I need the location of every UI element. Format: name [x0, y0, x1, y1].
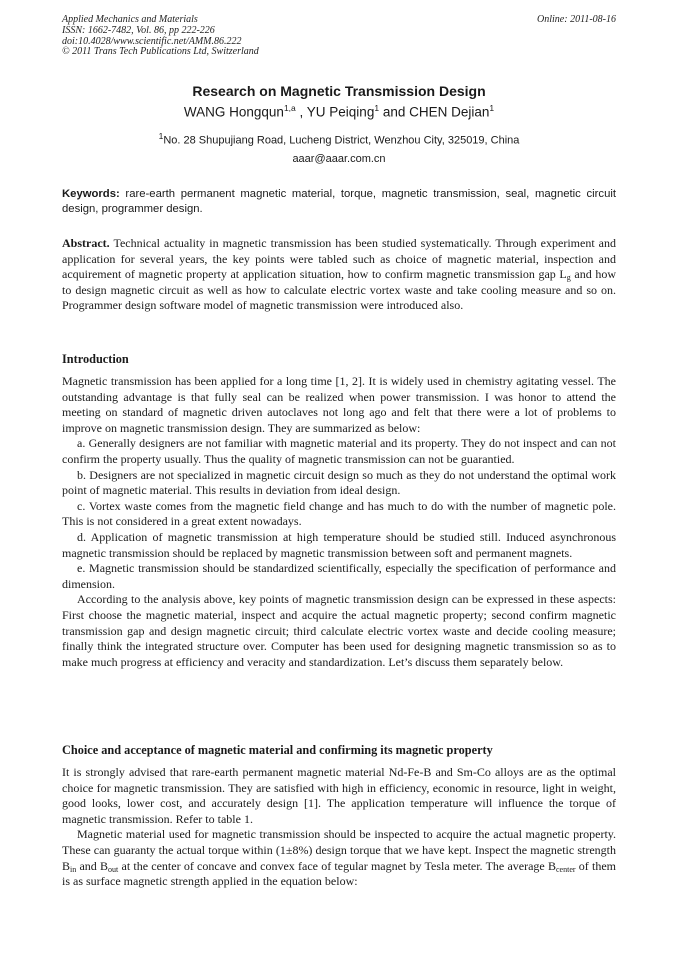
- text-run: at the center of concave and convex face of tegular magnet by Tesla meter. The average B: [118, 858, 556, 873]
- author-name: YU Peiqing: [306, 104, 375, 120]
- keywords-label: Keywords:: [62, 188, 120, 200]
- abstract-text: Technical actuality in magnetic transmission has been studied systematically. Through experiment and application for several years, the key points were tabled such as choice of magnetic material, inspection and acquirement of magnetic property at application situation, how to confirm magnetic transmission gap L: [62, 236, 616, 282]
- online-date: Online: 2011-08-16: [537, 14, 616, 25]
- text-run: and B: [76, 858, 109, 873]
- author-name: CHEN Dejian: [409, 104, 490, 120]
- author-separator: ,: [295, 104, 307, 120]
- introduction-section: [62, 374, 616, 670]
- plus-minus-symbol: ±: [285, 842, 293, 857]
- issn-line: ISSN: 1662-7482, Vol. 86, pp 222-226: [62, 24, 215, 36]
- journal-header: [62, 15, 259, 58]
- affiliation-mark: 1: [374, 103, 380, 113]
- paragraph: According to the analysis above, key points of magnetic transmission design can be expressed in these aspects: First choose the magnetic material, inspect and acquire the actual magnetic property; second confirm magnetic transmission gap and design magnetic circuit; third calculate electric vortex waste and decide cooling measure; finally think the integrated structure over. Computer has been used for designing magnetic transmission so as to make much progress at efficiency and veracity and standardization. Let’s discuss them separately below.: [62, 592, 616, 669]
- paper-title: Research on Magnetic Transmission Design: [192, 83, 486, 99]
- section-heading-choice: Choice and acceptance of magnetic material and confirming its magnetic property: [62, 743, 493, 757]
- paragraph: Magnetic transmission has been applied for a long time [1, 2]. It is widely used in chemistry agitating vessel. The outstanding advantage is that fully seal can be realized when power transmission. I was honor to attend the meeting on standard of magnetic driven autoclaves not long ago and felt that there were a lot of problems to improve on magnetic transmission design. They are summarized as below:: [62, 374, 616, 435]
- abstract-block: [62, 236, 616, 314]
- abstract-label: Abstract.: [62, 236, 110, 250]
- choice-section: [62, 765, 616, 890]
- affiliation: [0, 131, 678, 147]
- affiliation-mark: 1,a: [283, 103, 296, 113]
- keywords-block: [62, 187, 616, 217]
- author-list: [0, 103, 678, 120]
- text-run: of them is as surface magnetic strength applied in the equation below:: [62, 858, 616, 889]
- doi-line: doi:10.4028/www.scientific.net/AMM.86.222: [62, 35, 242, 47]
- subscript: out: [108, 864, 119, 874]
- paragraph: It is strongly advised that rare-earth permanent magnetic material Nd-Fe-B and Sm-Co alloys are as the optimal choice for magnetic transmission. They are satisfied with high in efficiency, economic in resource, light in weight, good looks, lower cost, and accurately design [1]. The application temperature will influence the torque of magnetic transmission. Refer to table 1.: [62, 765, 616, 826]
- text-run: Magnetic material used for magnetic transmission should be inspected to acquire the actual magnetic property. These can guaranty the actual torque within (1: [62, 827, 616, 857]
- list-item: c. Vortex waste comes from the magnetic field change and has much to do with the number of magnetic pole. This is not considered in a great extent nowadays.: [62, 498, 616, 529]
- text-run: 8%) design torque that we have kept. Inspect the magnetic strength B: [62, 842, 616, 873]
- author-separator: and: [379, 104, 410, 120]
- author-name: WANG Hongqun: [183, 104, 284, 120]
- affiliation-address: No. 28 Shupujiang Road, Lucheng District, Wenzhou City, 325019, China: [163, 134, 520, 147]
- affiliation-mark: 1: [489, 103, 495, 113]
- list-item: e. Magnetic transmission should be standardized scientifically, especially the specification of performance and dimension.: [62, 561, 616, 591]
- subscript: g: [566, 273, 571, 283]
- section-heading-introduction: Introduction: [62, 352, 129, 366]
- list-item: b. Designers are not specialized in magnetic circuit design so much as they do not understand the optimal work point of magnetic material. This results in deviation from ideal design.: [62, 467, 616, 498]
- abstract-text: and how to design magnetic circuit as well as how to calculate electric vortex waste and take cooling measure and so on. Programmer design software model of magnetic transmission were introduced also.: [62, 267, 617, 313]
- affiliation-mark: 1: [158, 131, 164, 141]
- paragraph: [62, 827, 616, 889]
- subscript: in: [70, 864, 77, 874]
- contact-email[interactable]: aaar@aaar.com.cn: [292, 153, 386, 165]
- keywords-text: rare-earth permanent magnetic material, torque, magnetic transmission, seal, magnetic circuit design, programmer design.: [62, 188, 616, 215]
- subscript: center: [556, 864, 576, 874]
- copyright-line: © 2011 Trans Tech Publications Ltd, Switzerland: [62, 46, 259, 58]
- list-item: a. Generally designers are not familiar with magnetic material and its property. They do not inspect and can not confirm the property usually. Thus the quality of magnetic transmission can not be guarantied.: [62, 436, 616, 466]
- journal-name: Applied Mechanics and Materials: [62, 14, 198, 25]
- list-item: d. Application of magnetic transmission at high temperature should be studied still. Induced asynchronous magnetic transmission should be replaced by magnetic transmission between soft and permanent magnets.: [62, 529, 616, 560]
